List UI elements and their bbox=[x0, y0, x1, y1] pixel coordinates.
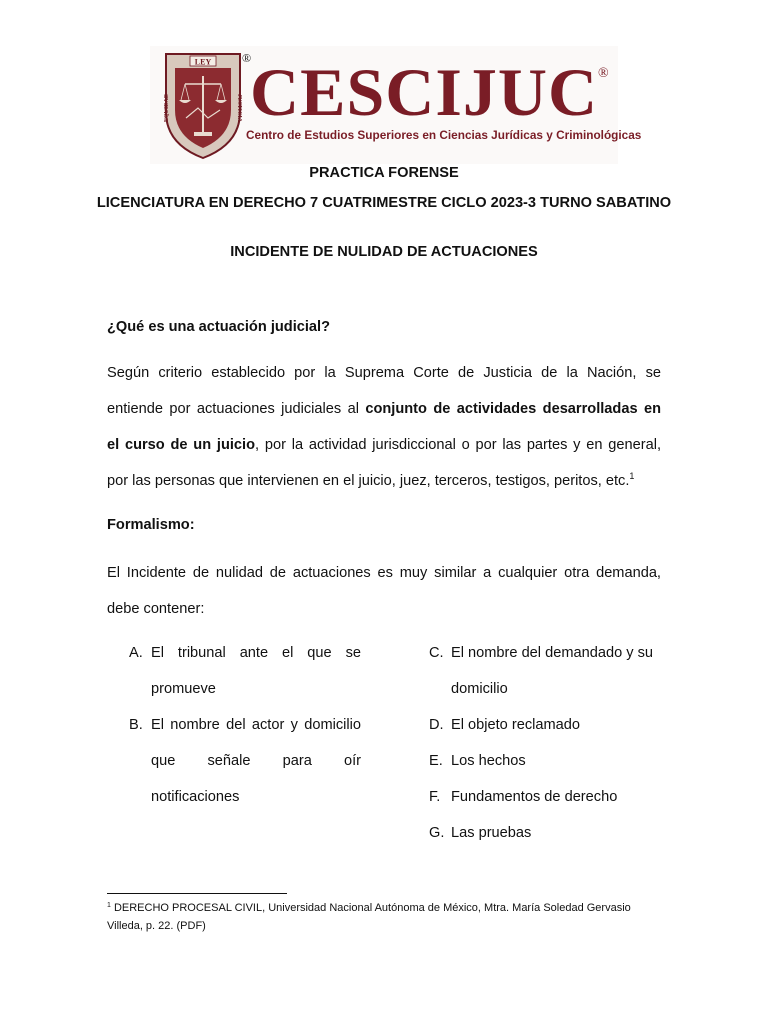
list-marker: G. bbox=[429, 825, 445, 841]
crest-seal-icon bbox=[158, 48, 248, 160]
crest-registered-mark: ® bbox=[242, 51, 252, 65]
paragraph-line bbox=[107, 391, 661, 427]
list-marker: D. bbox=[429, 717, 444, 733]
list-item-line: que señale para oír bbox=[151, 753, 361, 769]
list-item bbox=[129, 635, 361, 707]
requirements-list-left bbox=[129, 635, 361, 815]
list-item-line: Las pruebas bbox=[451, 825, 532, 841]
list-marker: E. bbox=[429, 753, 443, 769]
crest-top-text: LEY bbox=[194, 57, 212, 67]
course-title: PRACTICA FORENSE bbox=[309, 165, 459, 181]
paragraph-line: Según criterio establecido por la Suprema Corte de Justicia de la Nación, se bbox=[107, 365, 661, 381]
paragraph-line bbox=[107, 427, 661, 463]
bold-text: el curso de un juicio bbox=[107, 437, 256, 453]
list-marker: C. bbox=[429, 645, 444, 661]
brand-subtitle: Centro de Estudios Superiores en Ciencias Jurídicas y Criminológicas bbox=[246, 128, 642, 142]
list-item-line: El tribunal ante el que se bbox=[151, 645, 361, 661]
formalismo-paragraph bbox=[107, 555, 661, 627]
list-item bbox=[129, 707, 361, 815]
paragraph-line: El Incidente de nulidad de actuaciones es muy similar a cualquier otra demanda, bbox=[107, 565, 661, 581]
brand-name: CESCIJUC bbox=[250, 54, 599, 130]
footnote-reference[interactable]: 1 bbox=[629, 471, 635, 481]
list-item-line: El nombre del actor y domicilio bbox=[151, 717, 361, 733]
topic-title: INCIDENTE DE NULIDAD DE ACTUACIONES bbox=[230, 244, 538, 260]
line-text: entiende por actuaciones judiciales al bbox=[107, 401, 366, 417]
list-item bbox=[429, 779, 669, 815]
footnote-separator bbox=[107, 893, 287, 894]
list-item-line: promueve bbox=[151, 681, 216, 697]
list-item-line: domicilio bbox=[451, 681, 508, 697]
crest-left-text: EQUIDAD bbox=[164, 93, 170, 123]
list-marker: F. bbox=[429, 789, 441, 805]
footnote bbox=[107, 899, 667, 935]
definition-paragraph bbox=[107, 355, 661, 499]
crest-right-text: JUSTICIA bbox=[236, 93, 242, 123]
list-item-line: El objeto reclamado bbox=[451, 717, 580, 733]
list-item bbox=[429, 635, 669, 707]
program-title: LICENCIATURA EN DERECHO 7 CUATRIMESTRE CICLO 2023-3 TURNO SABATINO bbox=[96, 195, 672, 211]
list-item bbox=[429, 743, 669, 779]
paragraph-line: debe contener: bbox=[107, 601, 205, 617]
line-text: por las personas que intervienen en el juicio, juez, terceros, testigos, peritos, etc. bbox=[107, 473, 630, 489]
requirements-list-right bbox=[429, 635, 669, 851]
section-heading-actuacion: ¿Qué es una actuación judicial? bbox=[107, 319, 331, 335]
institution-logo bbox=[150, 46, 642, 164]
list-item-line: El nombre del demandado y su bbox=[451, 645, 654, 661]
list-item-line: Fundamentos de derecho bbox=[451, 789, 618, 805]
list-marker: A. bbox=[129, 645, 143, 661]
list-item bbox=[429, 707, 669, 743]
list-item-line: Los hechos bbox=[451, 753, 526, 769]
section-heading-formalismo: Formalismo: bbox=[107, 517, 195, 533]
line-text: , por la actividad jurisdiccional o por las partes y en general, bbox=[255, 437, 661, 453]
list-marker: B. bbox=[129, 717, 143, 733]
paragraph-line bbox=[107, 463, 661, 499]
list-item bbox=[429, 815, 669, 851]
bold-text: conjunto de actividades desarrolladas en bbox=[365, 401, 661, 417]
list-item-line: notificaciones bbox=[151, 789, 240, 805]
footnote-number: 1 bbox=[107, 902, 111, 909]
brand-registered-mark: ® bbox=[598, 66, 609, 81]
footnote-text: DERECHO PROCESAL CIVIL, Universidad Nacional Autónoma de México, Mtra. María Soledad Gervasio Villeda, p. 22. (PDF) bbox=[107, 902, 631, 932]
